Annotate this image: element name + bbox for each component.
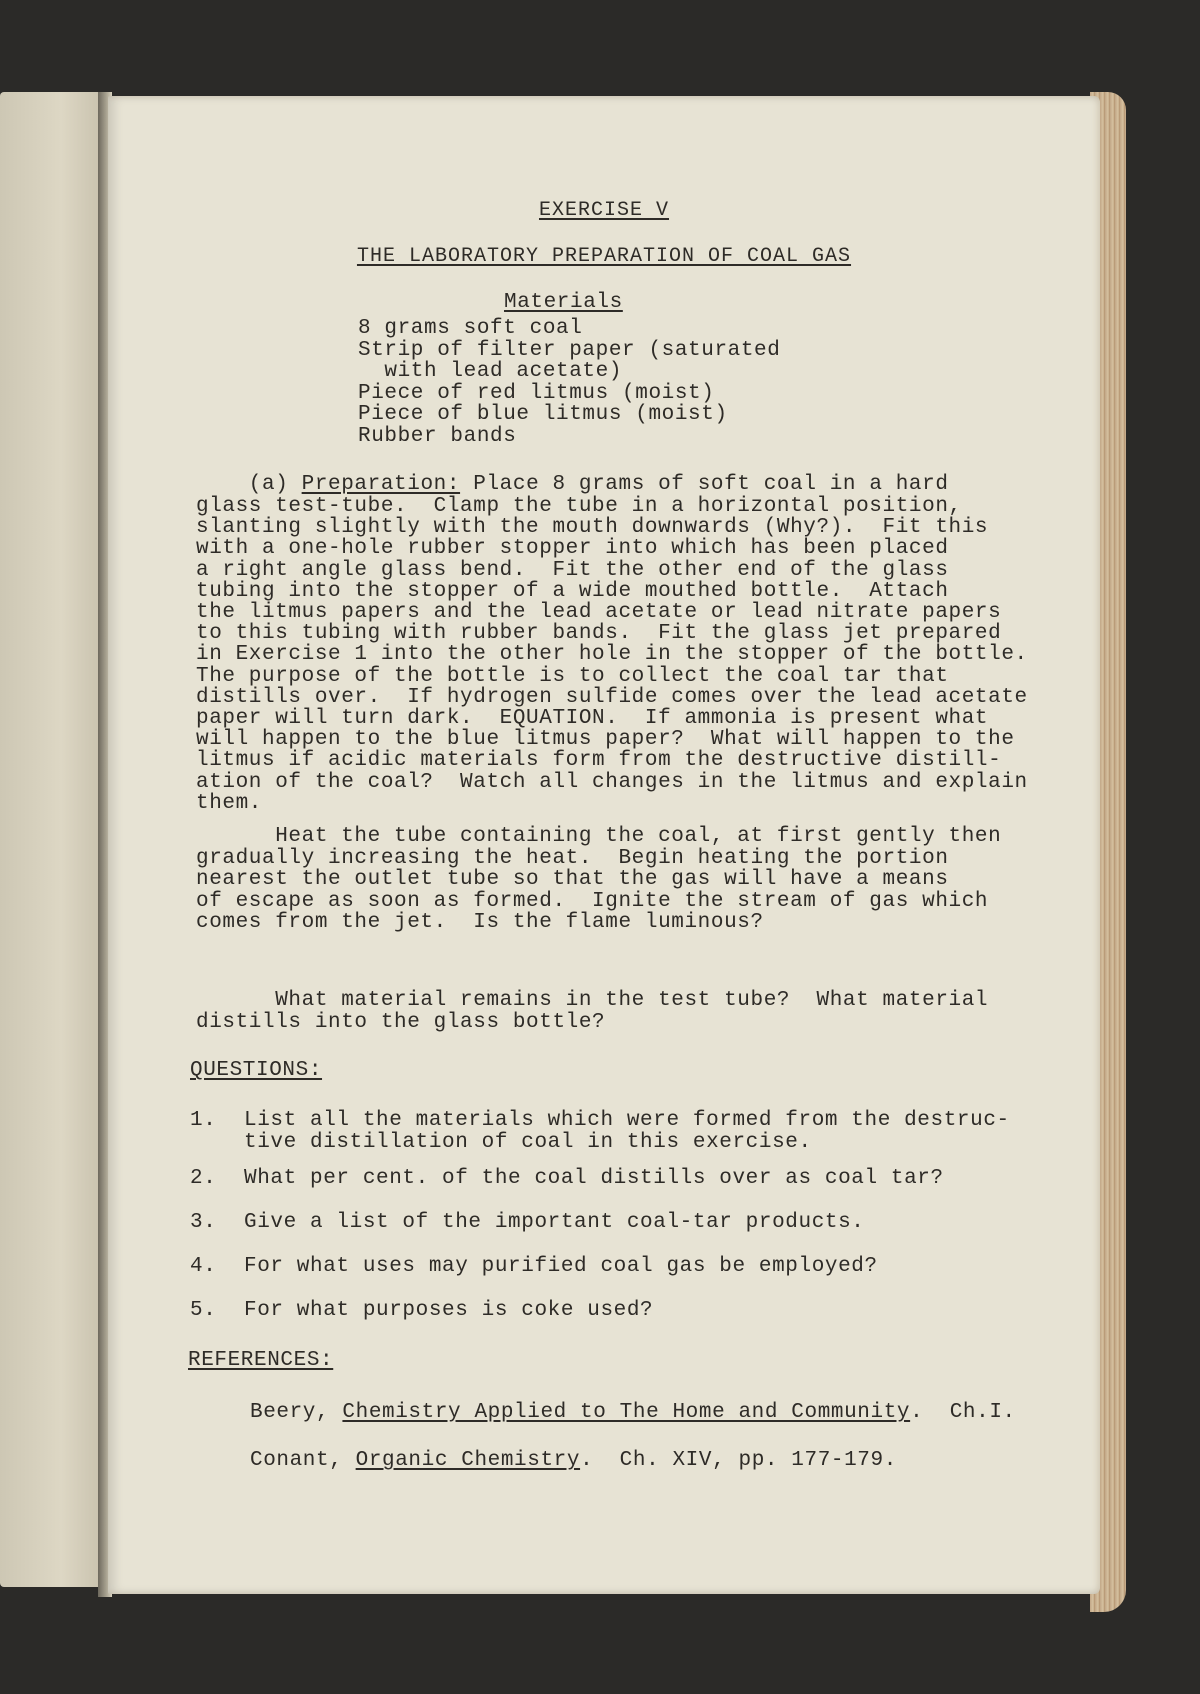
reference-entry (250, 1450, 897, 1472)
heating-line: gradually increasing the heat. Begin heating the portion (196, 846, 949, 870)
preparation-line: with a one-hole rubber stopper into which has been placed (196, 537, 949, 561)
references-heading: REFERENCES: (188, 1349, 334, 1372)
preparation-line: them. (196, 791, 263, 815)
preparation-line: slanting slightly with the mouth downwards (Why?). Fit this (196, 516, 989, 540)
question-number: 3. (190, 1211, 217, 1234)
materials-item: with lead acetate) (358, 360, 623, 384)
materials-item: Piece of blue litmus (moist) (358, 403, 728, 427)
reference-title: Chemistry Applied to The Home and Community (342, 1401, 911, 1424)
preparation-line: litmus if acidic materials form from the destructive distill- (196, 749, 1002, 773)
subject-title: THE LABORATORY PREPARATION OF COAL GAS (356, 245, 852, 268)
reference-author: Conant, (250, 1449, 356, 1472)
prep-first-line: (a) Preparation: Place 8 grams of soft coal in a hard (196, 473, 949, 496)
preparation-line: tubing into the stopper of a wide mouthed bottle. Attach (196, 579, 949, 603)
preparation-line: will happen to the blue litmus paper? What will happen to the (196, 728, 1015, 752)
reference-entry (250, 1402, 1016, 1424)
prep-label: Preparation: (301, 473, 461, 496)
question-text: Give a list of the important coal-tar products. (244, 1211, 865, 1234)
preparation-line: The purpose of the bottle is to collect the coal tar that (196, 664, 949, 688)
questions-heading: QUESTIONS: (190, 1059, 323, 1082)
preparation-line: distills over. If hydrogen sulfide comes over the lead acetate (196, 685, 1028, 709)
question-text: What per cent. of the coal distills over as coal tar? (244, 1167, 944, 1190)
question-number: 2. (190, 1167, 217, 1190)
preparation-line: a right angle glass bend. Fit the other end of the glass (196, 558, 949, 582)
preparation-line: the litmus papers and the lead acetate or lead nitrate papers (196, 601, 1002, 624)
preparation-line: to this tubing with rubber bands. Fit the glass jet prepared (196, 622, 1002, 646)
question-text: tive distillation of coal in this exercise. (244, 1131, 812, 1154)
document-page (108, 96, 1100, 1594)
preparation-line: in Exercise 1 into the other hole in the stopper of the bottle. (196, 643, 1028, 667)
question-number: 5. (190, 1299, 217, 1322)
heating-line: comes from the jet. Is the flame luminous? (196, 911, 764, 934)
heating-line: of escape as soon as formed. Ignite the stream of gas which (196, 889, 989, 913)
materials-item: 8 grams soft coal (358, 317, 583, 340)
materials-item: Strip of filter paper (saturated (358, 338, 781, 362)
question-text: List all the materials which were formed from the destruc- (244, 1109, 1010, 1132)
reference-title: Organic Chemistry (355, 1449, 581, 1472)
question-text: For what uses may purified coal gas be employed? (244, 1255, 878, 1278)
materials-item: Piece of red litmus (moist) (358, 381, 715, 405)
question-text: For what purposes is coke used? (244, 1299, 654, 1322)
heating-line: nearest the outlet tube so that the gas will have a means (196, 868, 949, 891)
preparation-line: ation of the coal? Watch all changes in the litmus and explain (196, 770, 1028, 794)
materials-heading: Materials (504, 291, 623, 314)
question-number: 1. (190, 1109, 217, 1132)
preparation-line: paper will turn dark. EQUATION. If ammonia is present what (196, 707, 989, 730)
left-page-edge (0, 92, 102, 1587)
preparation-line: glass test-tube. Clamp the tube in a horizontal position, (196, 495, 962, 518)
residue-line: What material remains in the test tube? What material (196, 989, 989, 1012)
materials-item: Rubber bands (358, 425, 517, 448)
exercise-title: EXERCISE V (538, 199, 670, 222)
question-number: 4. (190, 1255, 217, 1278)
reference-detail: . Ch. XIV, pp. 177-179. (580, 1449, 897, 1472)
heating-line: Heat the tube containing the coal, at first gently then (196, 825, 1002, 848)
reference-author: Beery, (250, 1401, 343, 1424)
residue-line: distills into the glass bottle? (196, 1011, 606, 1034)
reference-detail: . Ch.I. (910, 1401, 1016, 1424)
